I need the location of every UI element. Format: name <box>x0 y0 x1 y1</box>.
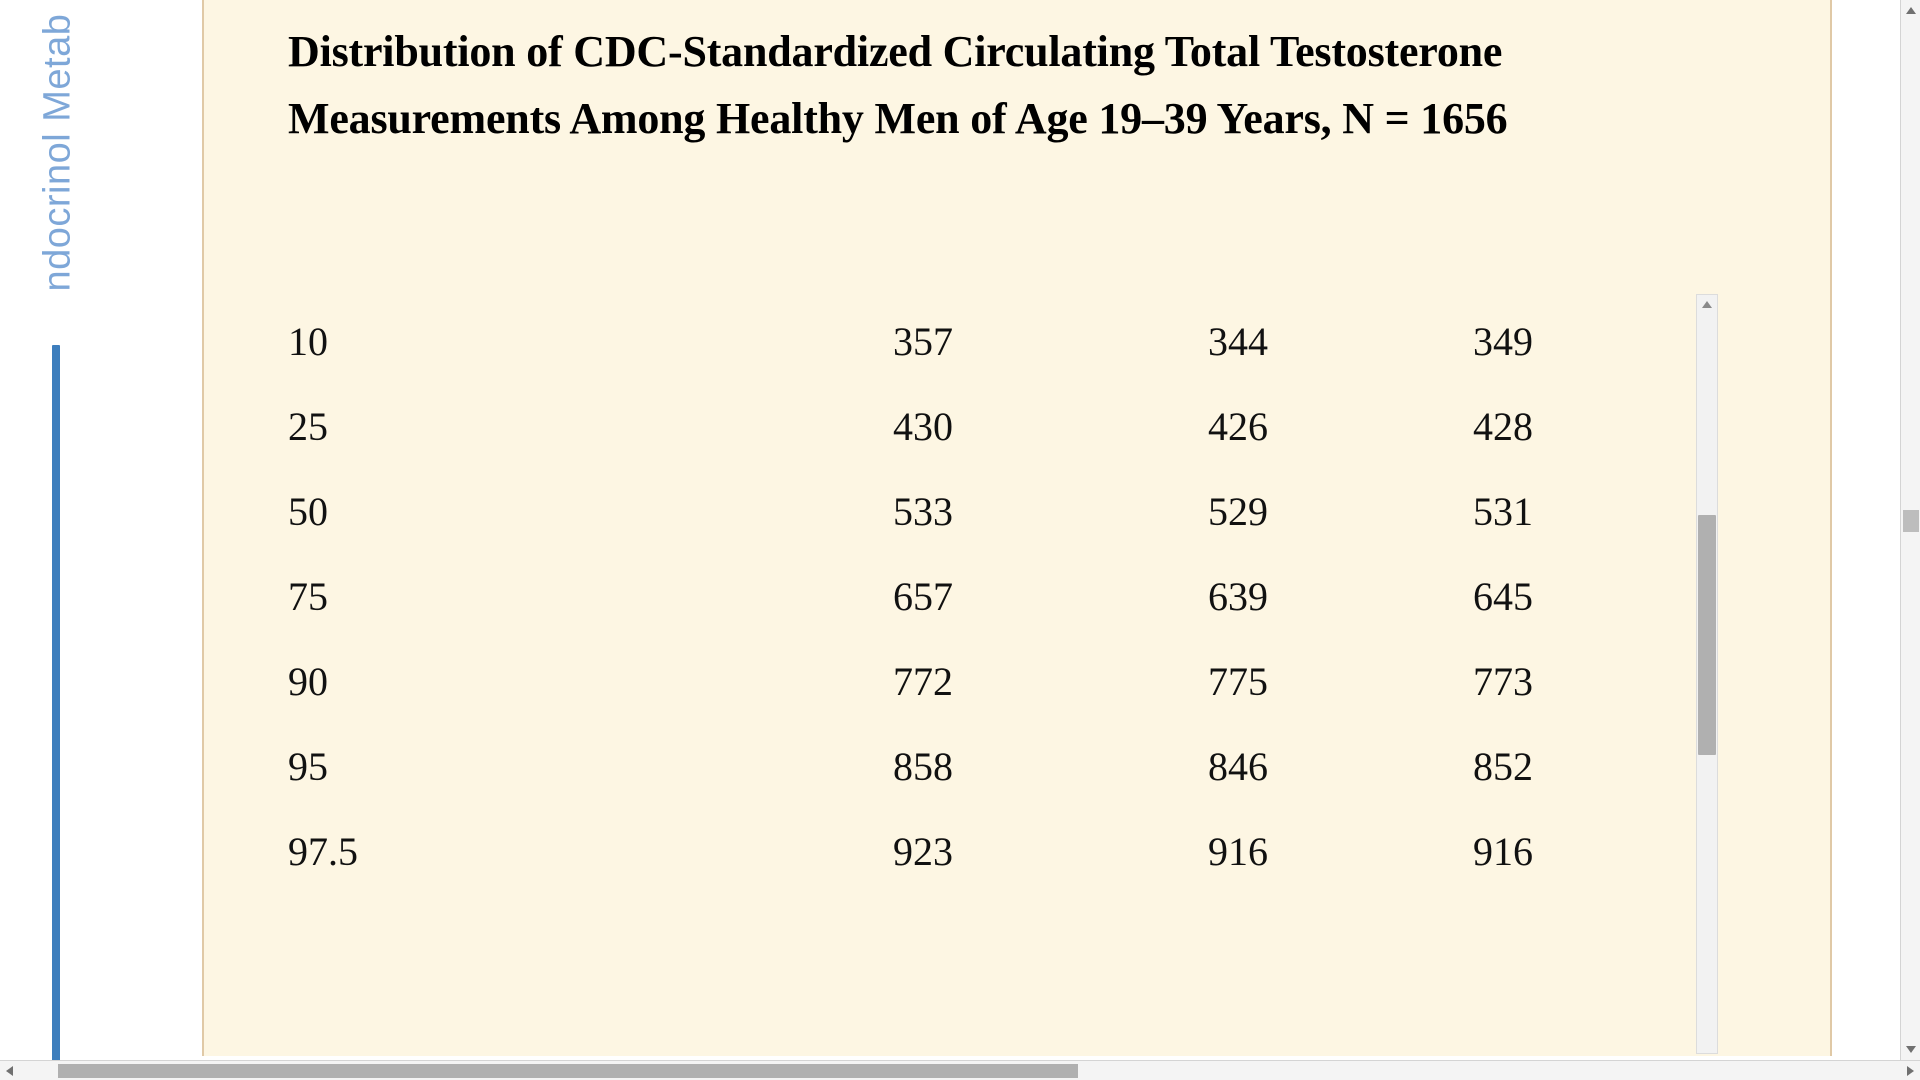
inner-vertical-scrollbar[interactable] <box>1696 294 1718 1054</box>
cell-value-b: 426 <box>1208 404 1268 449</box>
scroll-left-arrow-icon[interactable] <box>6 1066 13 1076</box>
cell-percentile: 25 <box>288 404 328 449</box>
cell-value-a: 657 <box>893 574 953 619</box>
table-row <box>288 299 1618 384</box>
window-vertical-scrollbar-thumb[interactable] <box>1903 510 1919 532</box>
cell-value-b: 846 <box>1208 744 1268 789</box>
cell-value-a: 533 <box>893 489 953 534</box>
blue-vertical-rule <box>52 345 60 1065</box>
cell-value-c: 645 <box>1473 574 1533 619</box>
cell-value-a: 430 <box>893 404 953 449</box>
inner-scrollbar-thumb[interactable] <box>1698 515 1716 755</box>
table-row <box>288 469 1618 554</box>
cell-value-b: 916 <box>1208 829 1268 874</box>
cell-value-c: 428 <box>1473 404 1533 449</box>
table-row <box>288 384 1618 469</box>
cell-value-c: 531 <box>1473 489 1533 534</box>
journal-side-strip <box>0 0 200 1080</box>
cell-value-c: 773 <box>1473 659 1533 704</box>
cell-value-b: 529 <box>1208 489 1268 534</box>
cell-percentile: 50 <box>288 489 328 534</box>
table-row <box>288 639 1618 724</box>
table-row <box>288 554 1618 639</box>
page-title: Distribution of CDC-Standardized Circulating Total Testosterone Measurements Among Healthy Men of Age 19–39 Years, N = 1656 <box>288 27 1508 144</box>
cell-value-c: 349 <box>1473 319 1533 364</box>
cell-value-b: 775 <box>1208 659 1268 704</box>
scroll-up-arrow-icon[interactable] <box>1906 7 1916 14</box>
cell-value-a: 858 <box>893 744 953 789</box>
percentile-table <box>288 299 1618 894</box>
cell-percentile: 75 <box>288 574 328 619</box>
window-horizontal-scrollbar[interactable] <box>0 1060 1920 1080</box>
window-horizontal-scrollbar-thumb[interactable] <box>58 1064 1078 1078</box>
cell-value-a: 772 <box>893 659 953 704</box>
cell-percentile: 97.5 <box>288 829 358 874</box>
cell-percentile: 10 <box>288 319 328 364</box>
scroll-right-arrow-icon[interactable] <box>1907 1066 1914 1076</box>
cell-value-a: 357 <box>893 319 953 364</box>
cell-value-b: 639 <box>1208 574 1268 619</box>
cell-percentile: 95 <box>288 744 328 789</box>
cell-value-c: 916 <box>1473 829 1533 874</box>
slide-page <box>202 0 1832 1056</box>
journal-name-vertical: ndocrinol Metab <box>36 13 79 292</box>
cell-value-c: 852 <box>1473 744 1533 789</box>
scroll-up-arrow-icon[interactable] <box>1702 301 1712 308</box>
cell-value-b: 344 <box>1208 319 1268 364</box>
table-row <box>288 724 1618 809</box>
cell-percentile: 90 <box>288 659 328 704</box>
table-row <box>288 809 1618 894</box>
window-vertical-scrollbar[interactable] <box>1900 0 1920 1060</box>
scroll-down-arrow-icon[interactable] <box>1906 1046 1916 1053</box>
cell-value-a: 923 <box>893 829 953 874</box>
